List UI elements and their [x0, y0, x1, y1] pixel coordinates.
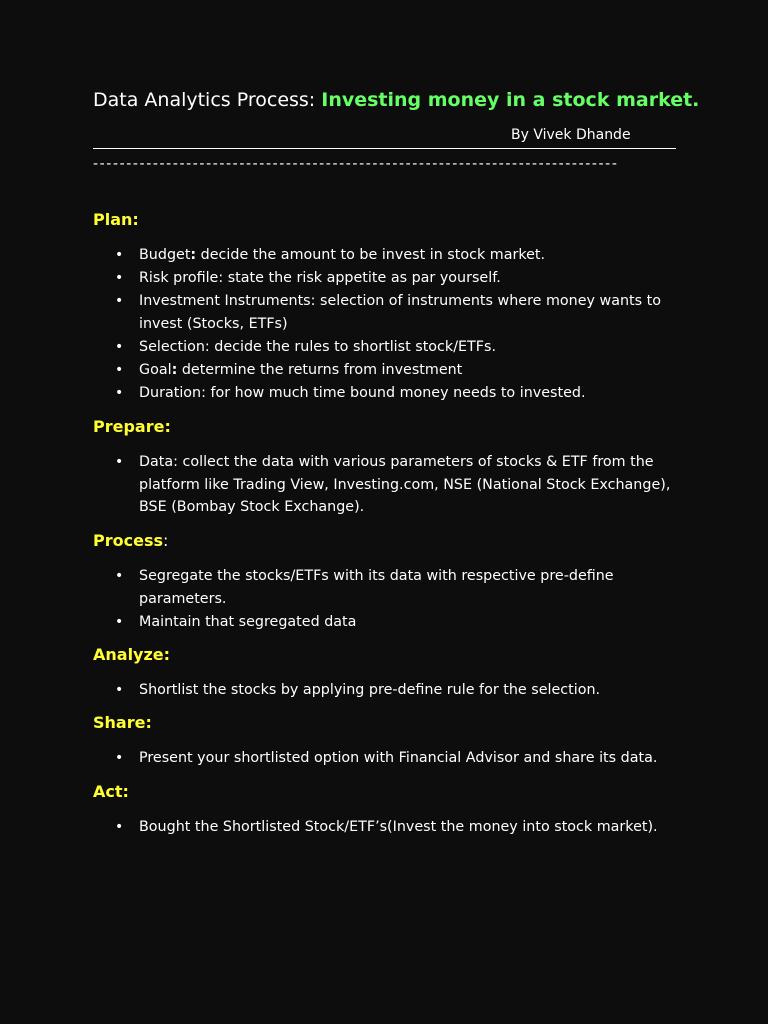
section-analyze	[93, 645, 676, 702]
bullet-icon: •	[115, 270, 124, 286]
section-heading: Share:	[93, 713, 152, 732]
dashed-separator: -------------------------------------------------------------------------------	[93, 156, 619, 172]
document-title	[93, 86, 700, 114]
author-byline: By Vivek Dhande	[511, 127, 631, 143]
section-heading: Act:	[93, 782, 129, 801]
bullet-list	[93, 244, 676, 404]
bullet-icon: •	[115, 750, 124, 766]
bullet-icon: •	[115, 613, 124, 630]
bullet-list	[93, 451, 676, 519]
bullet-icon: •	[115, 682, 124, 698]
list-item: • Investment Instruments: selection of instruments where money wants to invest (Stocks, ETFs)	[93, 290, 676, 335]
bullet-icon: •	[115, 293, 124, 309]
list-item: • Bought the Shortlisted Stock/ETF’s(Invest the money into stock market).	[93, 816, 676, 839]
list-item: • Goal: determine the returns from investment	[93, 359, 676, 382]
bullet-icon: •	[115, 361, 124, 378]
section-heading: Process:	[93, 531, 169, 550]
section-share	[93, 713, 676, 770]
list-item: • Maintain that segregated data	[93, 611, 676, 634]
bullet-icon: •	[115, 819, 124, 835]
section-process	[93, 531, 676, 634]
bullet-icon: •	[115, 338, 124, 355]
list-item: • Data: collect the data with various parameters of stocks & ETF from the platform like Trading View, Investing.com, NSE (National Stock Exchange), BSE (Bombay Stock Exchange).	[93, 451, 676, 519]
list-item: • Budget: decide the amount to be invest in stock market.	[93, 244, 676, 267]
document-page	[93, 86, 700, 835]
title-prefix: Data Analytics Process:	[93, 89, 322, 111]
section-heading: Analyze:	[93, 645, 171, 664]
list-item: • Selection: decide the rules to shortlist stock/ETFs.	[93, 336, 676, 359]
section-act	[93, 782, 676, 839]
section-heading: Plan:	[93, 210, 139, 229]
section-prepare	[93, 417, 676, 519]
list-item: • Risk profile: state the risk appetite as par yourself.	[93, 267, 676, 290]
bullet-list	[93, 747, 676, 770]
section-heading: Prepare:	[93, 417, 171, 436]
bullet-icon: •	[115, 568, 124, 584]
bullet-list	[93, 565, 676, 633]
list-item: • Shortlist the stocks by applying pre-define rule for the selection.	[93, 679, 676, 702]
section-plan	[93, 210, 676, 405]
title-highlight: Investing money in a stock market.	[321, 89, 700, 111]
bullet-icon: •	[115, 384, 124, 401]
bullet-list	[93, 679, 676, 702]
list-item: • Duration: for how much time bound money needs to invested.	[93, 382, 676, 405]
bullet-list	[93, 816, 676, 839]
bullet-icon: •	[115, 247, 124, 263]
title-underline	[93, 148, 676, 149]
bullet-icon: •	[115, 454, 124, 470]
list-item: • Present your shortlisted option with Financial Advisor and share its data.	[93, 747, 676, 770]
list-item: • Segregate the stocks/ETFs with its data with respective pre-define parameters.	[93, 565, 676, 610]
